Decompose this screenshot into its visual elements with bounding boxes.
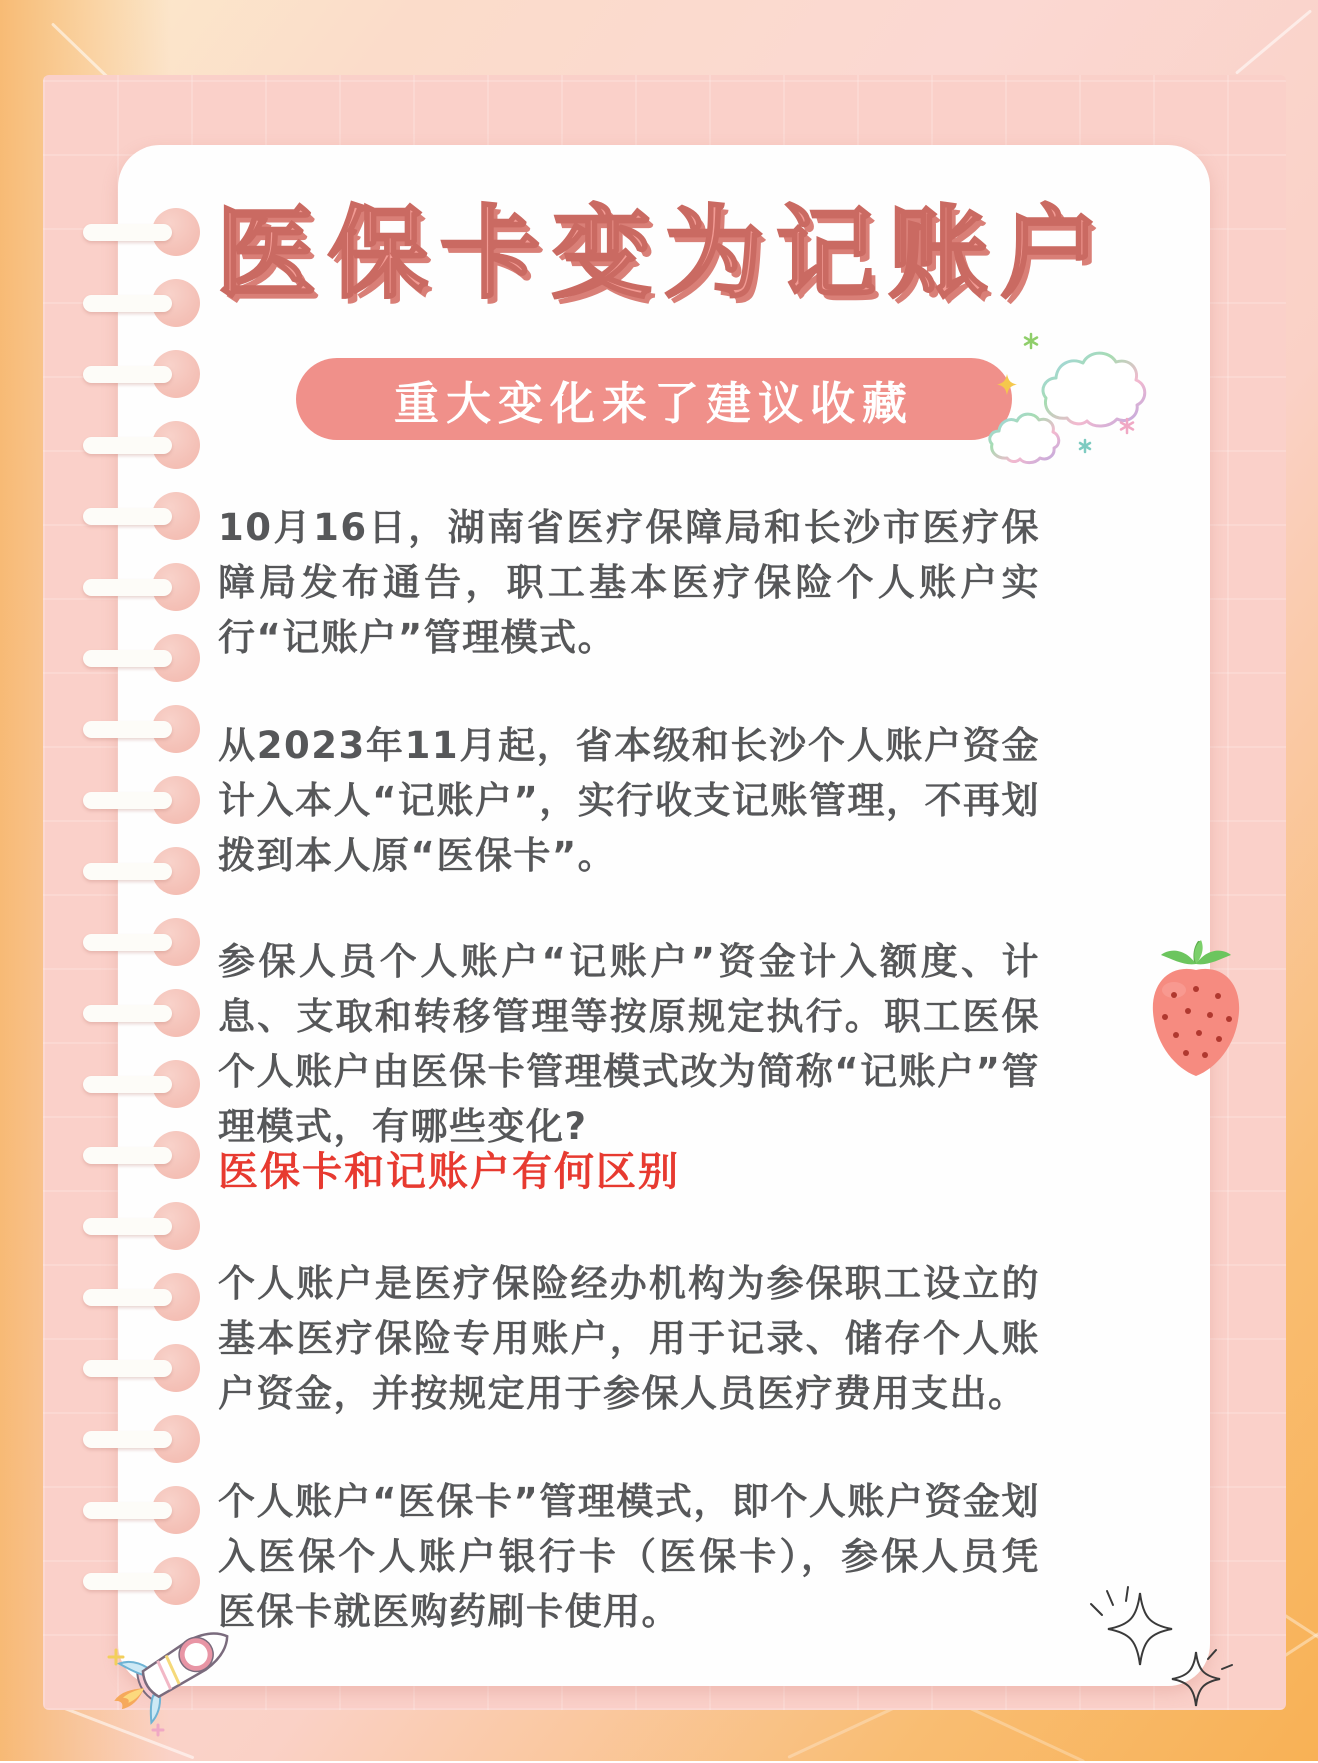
ring-bar-icon [83, 1218, 172, 1235]
binder-ring [0, 847, 210, 895]
big-cloud-icon [1043, 353, 1145, 426]
binder-ring [0, 634, 210, 682]
paragraph: 参保人员个人账户“记账户”资金计入额度、计息、支取和转移管理等按原规定执行。职工医保个人账户由医保卡管理模式改为简称“记账户”管理模式，有哪些变化? [218, 940, 1040, 1148]
ring-bar-icon [83, 1502, 172, 1519]
ring-bar-icon [83, 437, 172, 454]
binder-ring [0, 1273, 210, 1321]
binder-ring [0, 350, 210, 398]
ring-bar-icon [83, 1360, 172, 1377]
ring-bar-icon [83, 1289, 172, 1306]
paragraph: 个人账户“医保卡”管理模式，即个人账户资金划入医保个人账户银行卡（医保卡），参保人员凭医保卡就医购药刷卡使用。 [218, 1480, 1040, 1633]
fold-line [1235, 9, 1312, 74]
rocket-icon [88, 1592, 268, 1742]
small-cloud-icon [990, 414, 1059, 463]
binder-ring [0, 1486, 210, 1534]
ring-bar-icon [83, 579, 172, 596]
binder-ring [0, 492, 210, 540]
ring-bar-icon [83, 1005, 172, 1022]
ring-bar-icon [83, 1573, 172, 1590]
section-heading: 医保卡和记账户有何区别 [218, 1149, 680, 1195]
ring-bar-icon [83, 721, 172, 738]
ring-bar-icon [83, 934, 172, 951]
paragraph: 从2023年11月起，省本级和长沙个人账户资金计入本人“记账户”，实行收支记账管理，不再划拨到本人原“医保卡”。 [218, 724, 1040, 877]
binder-ring [0, 918, 210, 966]
binder-ring [0, 1202, 210, 1250]
ring-bar-icon [83, 1147, 172, 1164]
clouds-icon [975, 322, 1165, 472]
subtitle-badge: 重大变化来了建议收藏 [296, 358, 1012, 440]
binder-ring [0, 705, 210, 753]
binder-ring [0, 421, 210, 469]
binder-ring [0, 1344, 210, 1392]
fold-line [1281, 1630, 1318, 1659]
binder-ring [0, 1415, 210, 1463]
ring-bar-icon [83, 650, 172, 667]
ring-bar-icon [83, 1076, 172, 1093]
ring-bar-icon [83, 792, 172, 809]
ring-bar-icon [83, 1431, 172, 1448]
ring-bar-icon [83, 366, 172, 383]
ring-bar-icon [83, 863, 172, 880]
binder-ring [0, 563, 210, 611]
binder-ring [0, 1060, 210, 1108]
binder-ring [0, 776, 210, 824]
paragraph: 个人账户是医疗保险经办机构为参保职工设立的基本医疗保险专用账户，用于记录、储存个人账户资金，并按规定用于参保人员医疗费用支出。 [218, 1262, 1040, 1415]
strawberry-icon [1138, 938, 1254, 1090]
binder-ring [0, 989, 210, 1037]
paragraph: 10月16日，湖南省医疗保障局和长沙市医疗保障局发布通告，职工基本医疗保险个人账户实行“记账户”管理模式。 [218, 506, 1040, 659]
star-sparkle-icon [1080, 1565, 1250, 1725]
page-title: 医保卡变为记账户 [216, 195, 1112, 312]
binder-ring [0, 1131, 210, 1179]
ring-bar-icon [83, 508, 172, 525]
